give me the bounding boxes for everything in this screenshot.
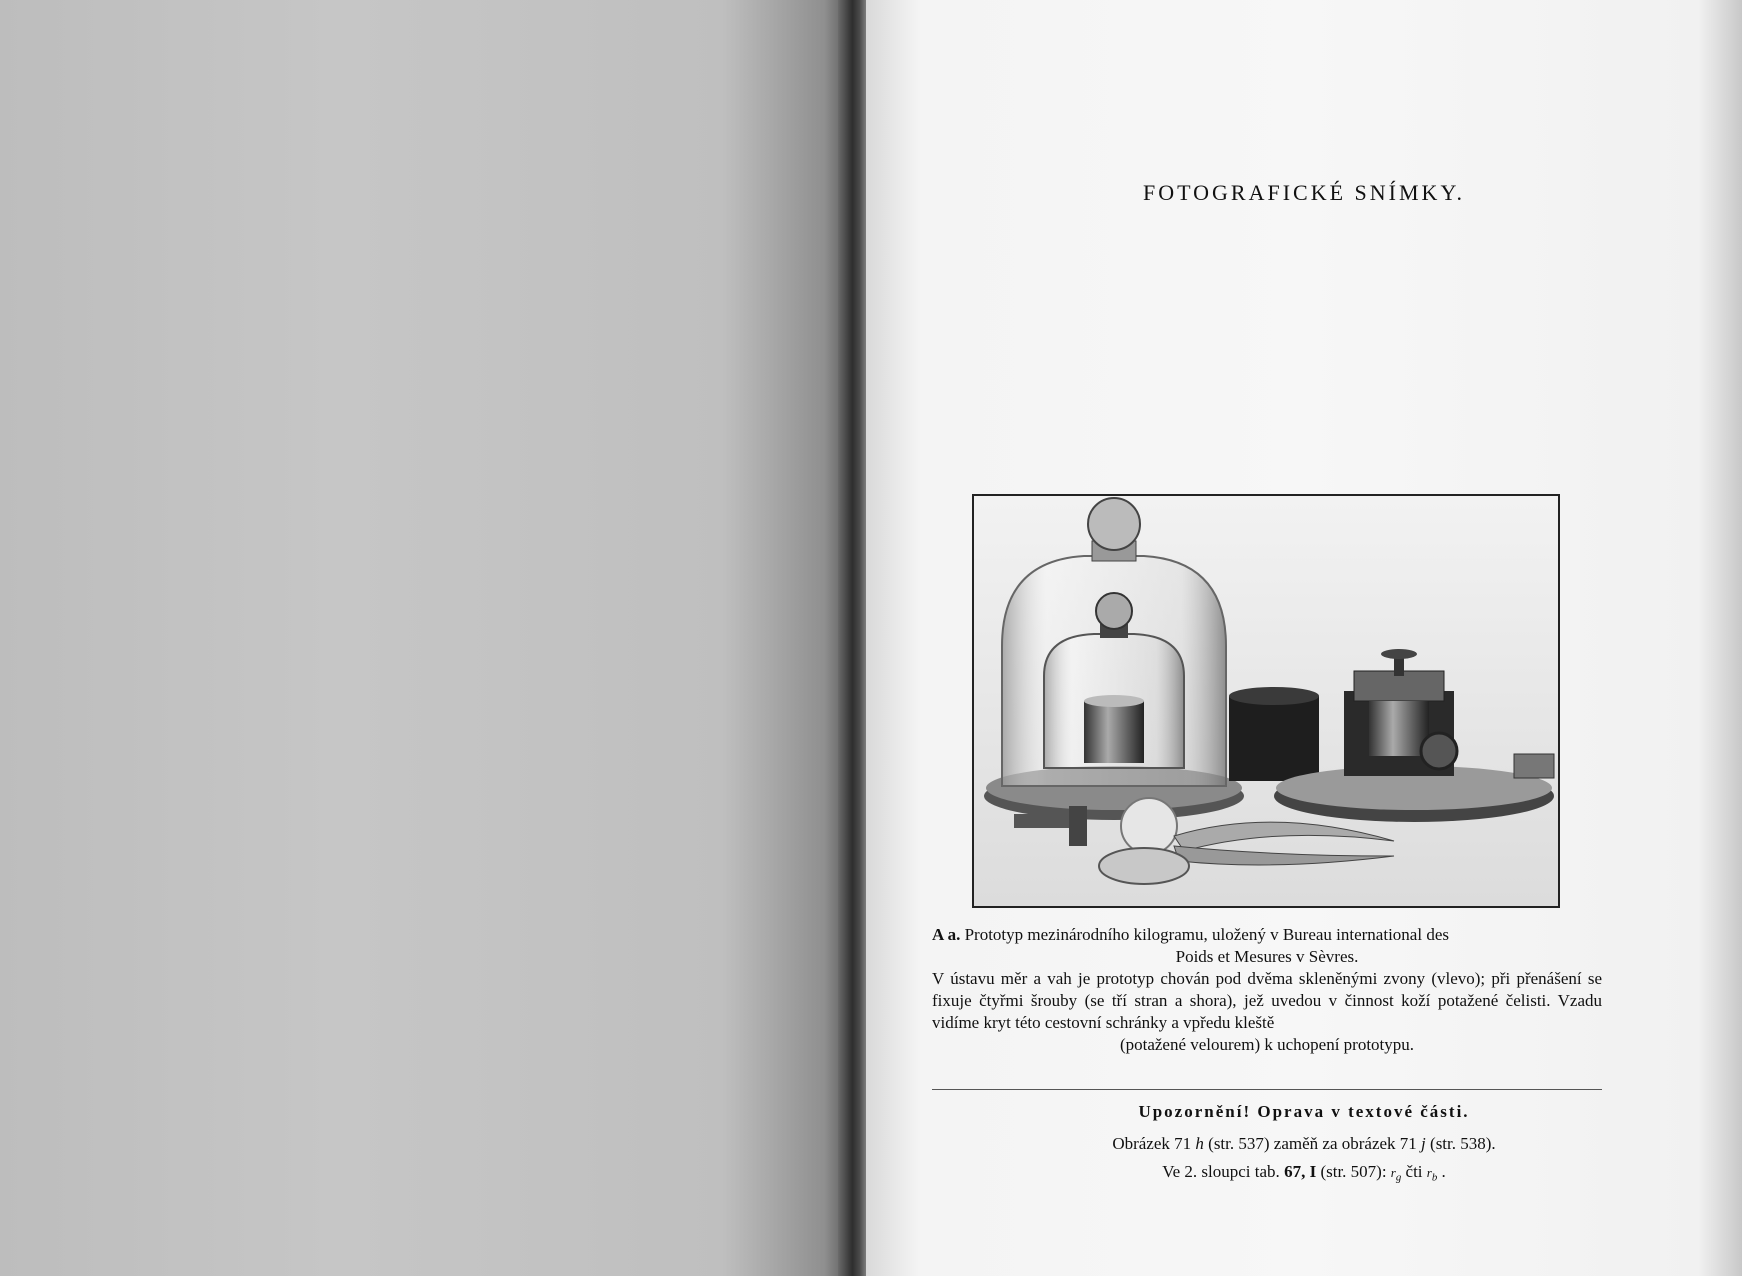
caption-line-1: Prototyp mezinárodního kilogramu, uložený v Bureau international des xyxy=(964,925,1449,944)
symbol-subscript: g xyxy=(1395,1171,1402,1184)
section-divider xyxy=(932,1089,1602,1090)
notice-text: . xyxy=(1441,1162,1446,1181)
symbol-rg xyxy=(1390,1165,1402,1184)
notice-text: (str. 507): xyxy=(1320,1162,1387,1181)
page-title: FOTOGRAFICKÉ SNÍMKY. xyxy=(1142,180,1465,205)
notice-line-1 xyxy=(866,1134,1742,1154)
caption-paragraph: V ústavu měr a vah je prototyp chován pod dvěma skleněnými zvony (vlevo); při přenášení se fixuje čtyřmi šrouby (se tří stran a shora), jež uvedou v činnost koží potažené čelisti. Vzadu vidíme kryt této cestovní schránky a vpředu kleště xyxy=(932,969,1602,1032)
table-reference: 67, I xyxy=(1284,1162,1317,1181)
caption-line-2: Poids et Mesures v Sèvres. xyxy=(1175,947,1359,966)
notice-text: čti xyxy=(1405,1162,1423,1181)
notice-line-2 xyxy=(866,1162,1742,1184)
symbol-letter: r xyxy=(1390,1165,1396,1180)
notice-text: (str. 537) zaměň za obrázek 71 xyxy=(1208,1134,1417,1153)
right-page xyxy=(866,0,1742,1276)
notice-heading: Upozornění! Oprava v textové části. xyxy=(1138,1102,1470,1121)
left-page-blank xyxy=(0,0,850,1276)
kilogram-photo xyxy=(972,494,1560,908)
notice-text: Ve 2. sloupci tab. xyxy=(1162,1162,1280,1181)
photo-illustration xyxy=(974,496,1558,906)
notice-text-italic: j xyxy=(1421,1134,1426,1153)
notice-text-italic: h xyxy=(1195,1134,1204,1153)
caption-paragraph-end: (potažené velourem) k uchopení prototypu. xyxy=(1119,1035,1415,1054)
symbol-subscript: b xyxy=(1431,1171,1438,1184)
symbol-letter: r xyxy=(1426,1165,1432,1180)
notice-text: (str. 538). xyxy=(1430,1134,1496,1153)
notice-text: Obrázek 71 xyxy=(1112,1134,1192,1153)
photo-caption xyxy=(932,924,1602,1056)
caption-label: A a. xyxy=(932,925,961,944)
symbol-rb xyxy=(1426,1165,1438,1184)
